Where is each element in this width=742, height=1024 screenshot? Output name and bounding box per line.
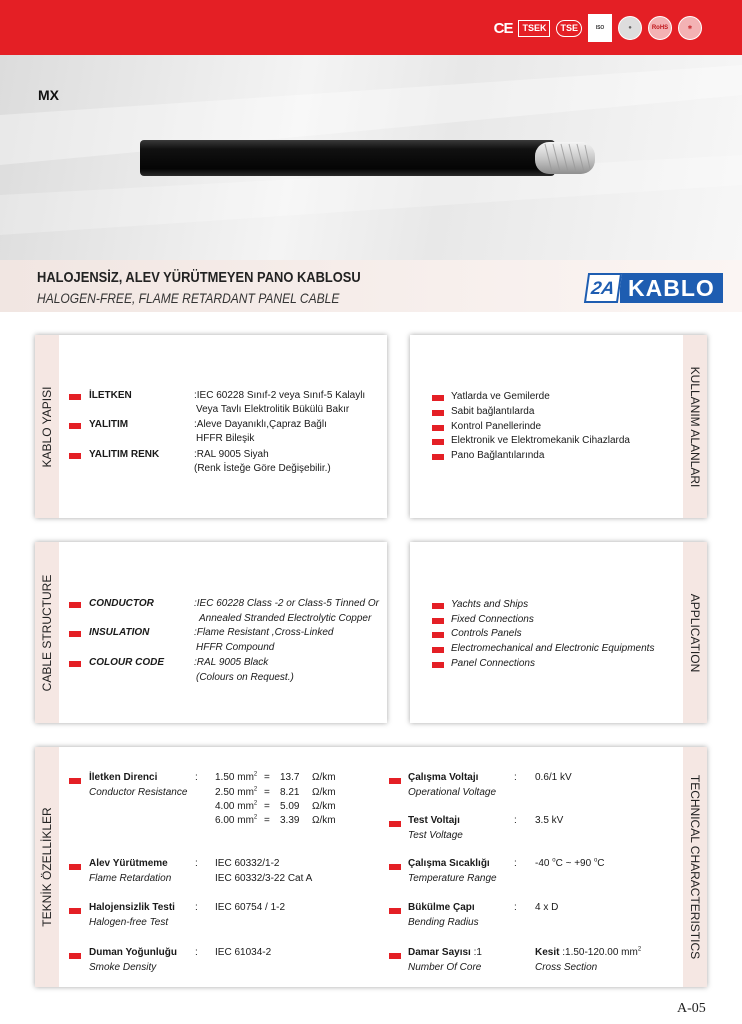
- bullet-icon: [432, 603, 444, 609]
- logo-wordmark: KABLO: [620, 273, 723, 303]
- flame-label-tr: Alev Yürütmeme: [89, 858, 168, 869]
- resistance-unit: Ω/km: [312, 772, 336, 783]
- kablo-yapisi-tab: KABLO YAPISI: [35, 335, 59, 518]
- kullanim-tab: KULLANIM ALANLARI: [683, 335, 707, 518]
- bullet-icon: [432, 618, 444, 624]
- voltage-label-en: Operational Voltage: [408, 787, 497, 798]
- temperature-label-tr: Çalışma Sıcaklığı: [408, 858, 490, 869]
- product-title-tr: HALOJENSİZ, ALEV YÜRÜTMEYEN PANO KABLOSU: [37, 269, 361, 286]
- bullet-icon: [69, 953, 81, 959]
- bullet-icon: [432, 632, 444, 638]
- row-value: HFFR Bileşik: [196, 433, 255, 444]
- smoke-label-en: Smoke Density: [89, 962, 157, 973]
- bullet-icon: [69, 631, 81, 637]
- ce-mark-icon: CE: [493, 19, 513, 37]
- halogen-value: IEC 60754 / 1-2: [215, 902, 286, 913]
- bullet-icon: [69, 864, 81, 870]
- flame-value-2: IEC 60332/3-22 Cat A: [215, 873, 313, 884]
- row-value: :IEC 60228 Sınıf-2 veya Sınıf-5 Kalaylı: [194, 390, 366, 401]
- section-label-en: Cross Section: [535, 962, 598, 973]
- cores-label-en: Number Of Core: [408, 962, 482, 973]
- rohs-icon: RoHS: [648, 16, 672, 40]
- cable-structure-panel: [35, 542, 387, 723]
- row-value: Annealed Stranded Electrolytic Copper: [199, 613, 372, 624]
- bullet-icon: [389, 864, 401, 870]
- colon: :: [195, 772, 198, 783]
- bullet-icon: [432, 439, 444, 445]
- row-value: :Aleve Dayanıklı,Çapraz Bağlı: [194, 419, 327, 430]
- kablo-yapisi-panel: [35, 335, 387, 518]
- resistance-value: 8.21: [280, 787, 300, 798]
- flame-value-1: IEC 60332/1-2: [215, 858, 280, 869]
- technical-panel: [35, 747, 707, 987]
- list-item: Panel Connections: [451, 658, 535, 669]
- row-label: COLOUR CODE: [89, 657, 164, 668]
- technical-tab-en: TECHNICAL CHARACTERISTICS: [683, 747, 707, 987]
- list-item: Kontrol Panellerinde: [451, 421, 542, 432]
- bullet-icon: [432, 410, 444, 416]
- halogen-label-tr: Halojensizlik Testi: [89, 902, 175, 913]
- row-value: :IEC 60228 Class -2 or Class-5 Tinned Or: [194, 598, 379, 609]
- halogen-label-en: Halogen-free Test: [89, 917, 169, 928]
- cores-row: Damar Sayısı :1: [408, 947, 482, 958]
- bullet-icon: [69, 908, 81, 914]
- colon: :: [514, 858, 517, 869]
- voltage-label-tr: Çalışma Voltajı: [408, 772, 479, 783]
- product-code: MX: [38, 87, 59, 103]
- brand-logo: [586, 273, 723, 303]
- test-voltage-label-tr: Test Voltajı: [408, 815, 460, 826]
- halogen-free-icon: ✲: [678, 16, 702, 40]
- quality-seal-icon: ●: [618, 16, 642, 40]
- bullet-icon: [432, 647, 444, 653]
- colon: :: [514, 772, 517, 783]
- bending-label-tr: Bükülme Çapı: [408, 902, 475, 913]
- row-label: YALITIM RENK: [89, 449, 160, 460]
- resistance-value: 3.39: [280, 815, 300, 826]
- iso-certificate-icon: ISO: [588, 14, 612, 42]
- voltage-value: 0.6/1 kV: [535, 772, 572, 783]
- tse-mark-icon: TSE: [556, 20, 582, 37]
- smoke-label-tr: Duman Yoğunluğu: [89, 947, 177, 958]
- cable-structure-tab: CABLE STRUCTURE: [35, 542, 59, 723]
- colon: :: [195, 902, 198, 913]
- test-voltage-label-en: Test Voltage: [408, 830, 463, 841]
- equals: =: [264, 787, 270, 798]
- resistance-value: 5.09: [280, 801, 300, 812]
- bullet-icon: [69, 394, 81, 400]
- bullet-icon: [389, 778, 401, 784]
- section-size: 1.50 $mm^2$: [215, 771, 258, 783]
- bullet-icon: [432, 395, 444, 401]
- equals: =: [264, 772, 270, 783]
- equals: =: [264, 801, 270, 812]
- row-value: HFFR Compound: [196, 642, 275, 653]
- page-number: A-05: [677, 1001, 706, 1016]
- bullet-icon: [389, 821, 401, 827]
- resistance-value: 13.7: [280, 772, 300, 783]
- product-title-en: HALOGEN-FREE, FLAME RETARDANT PANEL CABLE: [37, 290, 340, 306]
- row-label: İLETKEN: [89, 390, 132, 401]
- bullet-icon: [389, 908, 401, 914]
- tsek-mark-icon: TSEK: [518, 20, 550, 37]
- list-item: Electromechanical and Electronic Equipments: [451, 643, 655, 654]
- flame-label-en: Flame Retardation: [89, 873, 172, 884]
- list-item: Pano Bağlantılarında: [451, 450, 545, 461]
- logo-badge: 2A: [584, 273, 622, 303]
- bullet-icon: [432, 662, 444, 668]
- resistance-unit: Ω/km: [312, 815, 336, 826]
- row-value: (Colours on Request.): [196, 672, 294, 683]
- row-value: (Renk İsteğe Göre Değişebilir.): [194, 463, 331, 474]
- certification-marks: [494, 14, 702, 42]
- colon: :: [195, 858, 198, 869]
- list-item: Yachts and Ships: [451, 599, 529, 610]
- resistance-label-en: Conductor Resistance: [89, 787, 188, 798]
- test-voltage-value: 3.5 kV: [535, 815, 564, 826]
- list-item: Fixed Connections: [451, 614, 534, 625]
- bullet-icon: [389, 953, 401, 959]
- bending-value: 4 x D: [535, 902, 559, 913]
- section-row: Kesit :1.50-120.00 $mm^2$: [535, 946, 642, 958]
- list-item: Yatlarda ve Gemilerde: [451, 391, 550, 402]
- kullanim-panel: [410, 335, 707, 518]
- colon: :: [195, 947, 198, 958]
- bullet-icon: [69, 453, 81, 459]
- application-panel: [410, 542, 707, 723]
- row-value: :RAL 9005 Siyah: [194, 449, 269, 460]
- row-value: Veya Tavlı Elektrolitik Bükülü Bakır: [196, 404, 350, 415]
- section-size: 6.00 $mm^2$: [215, 814, 258, 826]
- smoke-value: IEC 61034-2: [215, 947, 272, 958]
- product-hero: [0, 55, 742, 260]
- bullet-icon: [69, 661, 81, 667]
- section-size: 4.00 $mm^2$: [215, 800, 258, 812]
- application-tab: APPLICATION: [683, 542, 707, 723]
- colon: :: [514, 902, 517, 913]
- temperature-value: -40 $^o$C ~ +90 $^o$C: [535, 857, 605, 869]
- row-value: :RAL 9005 Black: [194, 657, 269, 668]
- row-label: YALITIM: [89, 419, 129, 430]
- technical-tab-tr: TEKNİK ÖZELLİKLER: [35, 747, 59, 987]
- header-bar: [0, 0, 742, 55]
- row-value: :Flame Resistant ,Cross-Linked: [194, 627, 334, 638]
- bullet-icon: [432, 454, 444, 460]
- bullet-icon: [69, 423, 81, 429]
- colon: :: [514, 815, 517, 826]
- bullet-icon: [69, 778, 81, 784]
- resistance-unit: Ω/km: [312, 801, 336, 812]
- temperature-label-en: Temperature Range: [408, 873, 497, 884]
- bullet-icon: [432, 425, 444, 431]
- bending-label-en: Bending Radius: [408, 917, 479, 928]
- bullet-icon: [69, 602, 81, 608]
- resistance-unit: Ω/km: [312, 787, 336, 798]
- resistance-label-tr: İletken Direnci: [89, 772, 158, 783]
- row-label: INSULATION: [89, 627, 150, 638]
- section-size: 2.50 $mm^2$: [215, 786, 258, 798]
- equals: =: [264, 815, 270, 826]
- row-label: CONDUCTOR: [89, 598, 154, 609]
- list-item: Controls Panels: [451, 628, 522, 639]
- list-item: Elektronik ve Elektromekanik Cihazlarda: [451, 435, 630, 446]
- cable-image: [0, 55, 742, 260]
- list-item: Sabit bağlantılarda: [451, 406, 535, 417]
